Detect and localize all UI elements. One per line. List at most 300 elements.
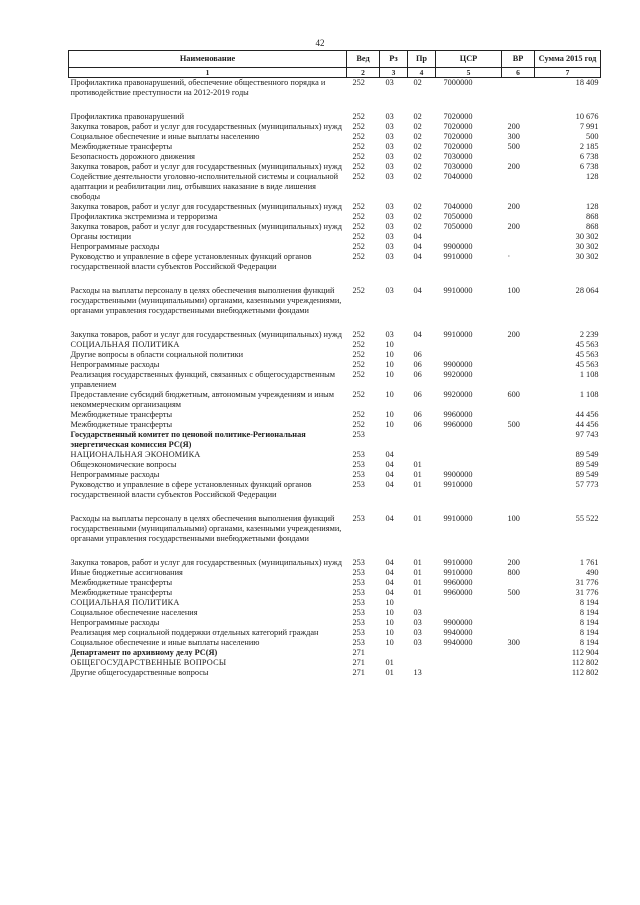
row-sum: 89 549: [575, 450, 599, 459]
row-csr: [436, 460, 502, 470]
row-pr: 02: [413, 78, 422, 87]
row-vr: [502, 598, 535, 608]
row-vr: [502, 460, 535, 470]
row-csr: 9910000: [443, 568, 473, 577]
row-sum: 128: [586, 172, 599, 181]
row-csr: 7020000: [443, 122, 473, 131]
row-csr: 9910000: [443, 330, 473, 339]
row-spacer: [69, 98, 601, 112]
row-sum: 868: [586, 212, 599, 221]
row-sum: 2 185: [579, 142, 599, 151]
row-vr: [502, 360, 535, 370]
row-pr: [408, 450, 436, 460]
row-pr: 06: [413, 390, 422, 399]
row-vr: 800: [507, 568, 520, 577]
row-pr: 01: [413, 480, 422, 489]
row-name: ОБЩЕГОСУДАРСТВЕННЫЕ ВОПРОСЫ: [70, 658, 227, 667]
row-spacer-cell: [69, 544, 601, 558]
row-ved: 252: [352, 202, 365, 211]
table-row: [69, 212, 601, 222]
row-spacer-cell: [69, 98, 601, 112]
row-name: Социальное обеспечение и иные выплаты населению: [70, 638, 260, 647]
table-row: [69, 162, 601, 172]
row-vr: 500: [507, 588, 520, 597]
row-csr: 9960000: [443, 420, 473, 429]
row-name: Другие общегосударственные вопросы: [70, 668, 209, 677]
table-row: [69, 410, 601, 420]
row-sum: 44 456: [575, 420, 599, 429]
row-rz: 10: [385, 410, 394, 419]
row-vr: 100: [507, 514, 520, 523]
row-rz: 10: [385, 340, 394, 349]
row-pr: 02: [413, 112, 422, 121]
row-name: Непрограммные расходы: [70, 242, 160, 251]
row-rz: 10: [385, 420, 394, 429]
row-ved: 252: [352, 340, 365, 349]
row-pr: 02: [413, 142, 422, 151]
row-vr: [502, 668, 535, 678]
row-ved: 252: [352, 112, 365, 121]
row-name: СОЦИАЛЬНАЯ ПОЛИТИКА: [70, 340, 180, 349]
row-pr: 02: [413, 212, 422, 221]
row-csr: 9900000: [443, 470, 473, 479]
row-pr: [408, 648, 436, 658]
row-vr: 300: [507, 132, 520, 141]
row-vr: [502, 658, 535, 668]
row-vr: [502, 152, 535, 162]
row-name: Другие вопросы в области социальной политики: [70, 350, 244, 359]
column-number: 1: [69, 68, 347, 78]
table-row: [69, 578, 601, 588]
row-rz: 04: [385, 450, 394, 459]
row-pr: 01: [413, 470, 422, 479]
row-ved: 253: [352, 638, 365, 647]
row-ved: 252: [352, 222, 365, 231]
table-row: [69, 668, 601, 678]
row-sum: 8 194: [579, 638, 599, 647]
row-csr: [436, 658, 502, 668]
row-name: НАЦИОНАЛЬНАЯ ЭКОНОМИКА: [70, 450, 201, 459]
row-rz: 03: [385, 232, 394, 241]
row-csr: [436, 648, 502, 658]
row-vr: [502, 78, 535, 99]
row-rz: 03: [385, 132, 394, 141]
row-rz: 03: [385, 78, 394, 87]
row-ved: 252: [352, 410, 365, 419]
row-rz: 04: [385, 588, 394, 597]
row-rz: 10: [385, 598, 394, 607]
row-rz: 10: [385, 390, 394, 399]
row-name: Закупка товаров, работ и услуг для государственных (муниципальных) нужд: [70, 222, 342, 231]
row-csr: 9940000: [443, 628, 473, 637]
row-sum: 89 549: [575, 460, 599, 469]
row-sum: 10 676: [575, 112, 599, 121]
row-vr: [502, 450, 535, 460]
row-ved: 252: [352, 370, 365, 379]
row-rz: 10: [385, 628, 394, 637]
table-row: [69, 122, 601, 132]
row-pr: 04: [413, 330, 422, 339]
row-csr: 7000000: [443, 78, 473, 87]
row-sum: 112 802: [571, 668, 599, 677]
table-row: [69, 568, 601, 578]
table-row: [69, 222, 601, 232]
row-sum: 45 563: [575, 350, 599, 359]
row-name: Межбюджетные трансферты: [70, 420, 173, 429]
row-vr: [502, 578, 535, 588]
row-pr: 06: [413, 410, 422, 419]
table-header-row: [69, 51, 601, 68]
row-ved: 252: [352, 162, 365, 171]
row-pr: 03: [413, 628, 422, 637]
row-csr: 9900000: [443, 242, 473, 251]
row-name: Закупка товаров, работ и услуг для государственных (муниципальных) нужд: [70, 122, 342, 131]
row-rz: 04: [385, 568, 394, 577]
row-sum: 31 776: [575, 588, 599, 597]
row-sum: 89 549: [575, 470, 599, 479]
row-csr: 9960000: [443, 588, 473, 597]
row-ved: 252: [352, 78, 365, 87]
row-csr: 9910000: [443, 252, 473, 261]
row-vr: [502, 232, 535, 242]
row-spacer: [69, 272, 601, 286]
row-csr: 7050000: [443, 222, 473, 231]
row-name: Межбюджетные трансферты: [70, 588, 173, 597]
row-sum: 500: [586, 132, 599, 141]
table-row: [69, 450, 601, 460]
row-pr: [408, 598, 436, 608]
row-sum: 2 239: [579, 330, 599, 339]
row-vr: [502, 172, 535, 202]
column-number: 3: [380, 68, 408, 78]
row-name: Непрограммные расходы: [70, 618, 160, 627]
row-name: Закупка товаров, работ и услуг для государственных (муниципальных) нужд: [70, 162, 342, 171]
row-ved: 253: [352, 430, 365, 439]
row-vr: 200: [507, 330, 520, 339]
row-rz: 03: [385, 142, 394, 151]
row-ved: 271: [352, 668, 365, 677]
row-csr: 9910000: [443, 558, 473, 567]
row-vr: 600: [507, 390, 520, 399]
table-row: [69, 558, 601, 568]
row-sum: 55 522: [575, 514, 599, 523]
row-vr: [502, 628, 535, 638]
row-name: Закупка товаров, работ и услуг для государственных (муниципальных) нужд: [70, 558, 342, 567]
row-pr: 06: [413, 350, 422, 359]
row-name: Руководство и управление в сфере установленных функций органов государственной власти субъектов Российской Федерации: [70, 480, 312, 499]
row-rz: 10: [385, 608, 394, 617]
row-csr: 9920000: [443, 370, 473, 379]
row-sum: 6 738: [579, 162, 599, 171]
row-pr: [408, 658, 436, 668]
row-name: Иные бюджетные ассигнования: [70, 568, 183, 577]
row-sum: 8 194: [579, 608, 599, 617]
table-row: [69, 480, 601, 500]
row-vr: 500: [507, 420, 520, 429]
table-row: [69, 232, 601, 242]
page-number: 42: [315, 38, 325, 48]
row-csr: [436, 608, 502, 618]
row-sum: 490: [586, 568, 599, 577]
row-pr: 06: [413, 420, 422, 429]
table-row: [69, 638, 601, 648]
row-ved: 253: [352, 578, 365, 587]
row-rz: 03: [385, 202, 394, 211]
table-row: [69, 588, 601, 598]
row-name: Профилактика правонарушений, обеспечение общественного порядка и противодействие преступности на 2012-2019 годы: [70, 78, 326, 97]
row-sum: 97 743: [575, 430, 599, 439]
row-rz: 03: [385, 162, 394, 171]
row-spacer-cell: [69, 500, 601, 514]
row-name: Межбюджетные трансферты: [70, 578, 173, 587]
row-ved: 252: [352, 286, 365, 295]
row-vr: 500: [507, 142, 520, 151]
row-pr: 01: [413, 578, 422, 587]
row-pr: 13: [413, 668, 422, 677]
column-number: 5: [436, 68, 502, 78]
row-ved: 271: [352, 658, 365, 667]
row-vr: 300: [507, 638, 520, 647]
row-ved: 252: [352, 350, 365, 359]
row-name: Социальное обеспечение населения: [70, 608, 198, 617]
row-sum: 30 302: [575, 242, 599, 251]
row-name: Непрограммные расходы: [70, 470, 160, 479]
table-row: [69, 514, 601, 544]
row-name: Содействие деятельности уголовно-исполнительной системы и социальной адаптации и реабилитации лиц, отбывших наказание в виде лишения свободы: [70, 172, 339, 201]
row-sum: 8 194: [579, 598, 599, 607]
column-number: 4: [408, 68, 436, 78]
row-ved: 253: [352, 450, 365, 459]
table-row: [69, 252, 601, 272]
row-rz: 10: [385, 350, 394, 359]
header-pr: Пр: [408, 51, 436, 68]
row-name: Государственный комитет по ценовой политике-Региональная энергетическая комиссия РС(Я): [70, 430, 306, 449]
table-row: [69, 78, 601, 99]
row-ved: 252: [352, 330, 365, 339]
row-vr: ·: [507, 252, 511, 261]
row-csr: 7020000: [443, 112, 473, 121]
header-vr: ВР: [502, 51, 535, 68]
row-pr: 03: [413, 608, 422, 617]
row-name: Общеэкономические вопросы: [70, 460, 177, 469]
row-csr: [436, 232, 502, 242]
row-vr: [502, 112, 535, 122]
row-csr: 7030000: [443, 152, 473, 161]
table-row: [69, 152, 601, 162]
row-vr: [502, 212, 535, 222]
row-csr: [436, 450, 502, 460]
row-ved: 253: [352, 608, 365, 617]
row-spacer-cell: [69, 316, 601, 330]
table-row: [69, 648, 601, 658]
row-name: Департамент по архивному делу РС(Я): [70, 648, 218, 657]
row-vr: [502, 430, 535, 450]
row-name: Социальное обеспечение и иные выплаты населению: [70, 132, 260, 141]
row-rz: 04: [385, 460, 394, 469]
row-vr: [502, 340, 535, 350]
row-sum: 8 194: [579, 628, 599, 637]
table-row: [69, 470, 601, 480]
row-rz: 01: [385, 668, 394, 677]
row-sum: 44 456: [575, 410, 599, 419]
row-csr: [436, 430, 502, 450]
row-pr: 01: [413, 514, 422, 523]
row-name: СОЦИАЛЬНАЯ ПОЛИТИКА: [70, 598, 180, 607]
row-name: Закупка товаров, работ и услуг для государственных (муниципальных) нужд: [70, 202, 342, 211]
row-vr: [502, 608, 535, 618]
row-pr: 02: [413, 162, 422, 171]
row-pr: 03: [413, 638, 422, 647]
row-ved: 252: [352, 152, 365, 161]
row-csr: 9910000: [443, 286, 473, 295]
row-vr: [502, 470, 535, 480]
row-pr: 01: [413, 460, 422, 469]
table-row: [69, 242, 601, 252]
row-ved: 253: [352, 480, 365, 489]
row-ved: 252: [352, 252, 365, 261]
row-sum: 1 761: [579, 558, 599, 567]
budget-table: [68, 50, 601, 678]
row-ved: 253: [352, 598, 365, 607]
row-csr: 9960000: [443, 410, 473, 419]
table-body: [69, 78, 601, 679]
row-sum: 128: [586, 202, 599, 211]
row-name: Закупка товаров, работ и услуг для государственных (муниципальных) нужд: [70, 330, 342, 339]
row-ved: 271: [352, 648, 365, 657]
row-vr: [502, 648, 535, 658]
row-csr: 9910000: [443, 480, 473, 489]
row-csr: 7030000: [443, 162, 473, 171]
row-pr: 02: [413, 132, 422, 141]
row-sum: 868: [586, 222, 599, 231]
row-ved: 253: [352, 618, 365, 627]
row-ved: 253: [352, 628, 365, 637]
row-vr: 200: [507, 558, 520, 567]
header-rz: Рз: [380, 51, 408, 68]
row-rz: 03: [385, 330, 394, 339]
table-row: [69, 350, 601, 360]
row-sum: 31 776: [575, 578, 599, 587]
table-row: [69, 598, 601, 608]
row-ved: 253: [352, 470, 365, 479]
row-csr: 7020000: [443, 142, 473, 151]
row-vr: [502, 618, 535, 628]
column-number: 6: [502, 68, 535, 78]
row-pr: 02: [413, 152, 422, 161]
row-ved: 253: [352, 558, 365, 567]
table-row: [69, 390, 601, 410]
row-rz: 03: [385, 286, 394, 295]
row-sum: 57 773: [575, 480, 599, 489]
row-csr: 7050000: [443, 212, 473, 221]
row-rz: 04: [385, 470, 394, 479]
row-rz: 03: [385, 242, 394, 251]
row-rz: [380, 430, 408, 450]
row-spacer: [69, 316, 601, 330]
row-sum: 1 108: [579, 370, 599, 379]
row-ved: 253: [352, 514, 365, 523]
row-name: Профилактика экстремизма и терроризма: [70, 212, 218, 221]
row-rz: 03: [385, 222, 394, 231]
row-pr: 01: [413, 568, 422, 577]
row-ved: 252: [352, 360, 365, 369]
row-vr: 200: [507, 122, 520, 131]
row-sum: 7 991: [579, 122, 599, 131]
row-csr: 9940000: [443, 638, 473, 647]
row-name: Предоставление субсидий бюджетным, автономным учреждениям и иным некоммерческим организациям: [70, 390, 334, 409]
table-row: [69, 608, 601, 618]
row-sum: 18 409: [575, 78, 599, 87]
row-ved: 252: [352, 132, 365, 141]
row-ved: 253: [352, 460, 365, 469]
row-rz: [380, 648, 408, 658]
row-csr: 7020000: [443, 132, 473, 141]
row-name: Профилактика правонарушений: [70, 112, 185, 121]
row-csr: [436, 668, 502, 678]
table-row: [69, 628, 601, 638]
row-rz: 10: [385, 370, 394, 379]
row-vr: 200: [507, 222, 520, 231]
row-rz: 10: [385, 618, 394, 627]
row-csr: 9900000: [443, 360, 473, 369]
row-csr: 9900000: [443, 618, 473, 627]
row-rz: 10: [385, 360, 394, 369]
table-row: [69, 112, 601, 122]
row-ved: 252: [352, 242, 365, 251]
row-pr: 06: [413, 360, 422, 369]
row-rz: 03: [385, 252, 394, 261]
column-number: 7: [535, 68, 601, 78]
row-pr: 02: [413, 202, 422, 211]
row-csr: 9910000: [443, 514, 473, 523]
column-number: 2: [347, 68, 380, 78]
row-ved: 252: [352, 142, 365, 151]
row-name: Реализация государственных функций, связанных с общегосударственным управлением: [70, 370, 335, 389]
row-pr: 04: [413, 242, 422, 251]
table-row: [69, 658, 601, 668]
row-ved: 253: [352, 588, 365, 597]
row-ved: 252: [352, 172, 365, 181]
row-name: Расходы на выплаты персоналу в целях обеспечения выполнения функций государственными (муниципальными) органами, казенными учреждениями, органами управления государственными внебюджетными фондами: [70, 514, 342, 543]
row-name: Органы юстиции: [70, 232, 132, 241]
row-csr: [436, 598, 502, 608]
row-pr: 02: [413, 122, 422, 131]
row-ved: 252: [352, 390, 365, 399]
row-rz: 04: [385, 558, 394, 567]
row-name: Реализация мер социальной поддержки отдельных категорий граждан: [70, 628, 319, 637]
row-csr: 7040000: [443, 202, 473, 211]
row-pr: 03: [413, 618, 422, 627]
row-sum: 30 302: [575, 252, 599, 261]
row-rz: 04: [385, 514, 394, 523]
table-row: [69, 340, 601, 350]
row-spacer-cell: [69, 272, 601, 286]
row-ved: 252: [352, 232, 365, 241]
row-vr: 200: [507, 202, 520, 211]
row-name: Расходы на выплаты персоналу в целях обеспечения выполнения функций государственными (муниципальными) органами, казенными учреждениями, органами управления государственными внебюджетными фондами: [70, 286, 342, 315]
row-vr: [502, 410, 535, 420]
table-row: [69, 132, 601, 142]
row-sum: 45 563: [575, 360, 599, 369]
row-vr: [502, 242, 535, 252]
row-sum: 45 563: [575, 340, 599, 349]
row-name: Руководство и управление в сфере установленных функций органов государственной власти субъектов Российской Федерации: [70, 252, 312, 271]
row-rz: 03: [385, 212, 394, 221]
row-ved: 252: [352, 122, 365, 131]
row-pr: 02: [413, 172, 422, 181]
table-row: [69, 460, 601, 470]
row-ved: 252: [352, 420, 365, 429]
